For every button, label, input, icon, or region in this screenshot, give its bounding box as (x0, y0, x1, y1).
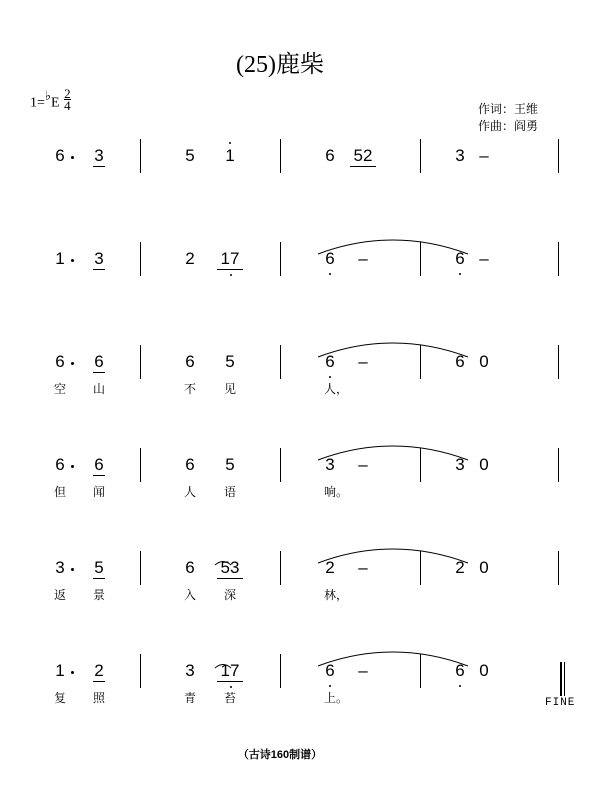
slur-row6 (318, 652, 468, 666)
composer-credit: 作曲：阎勇 (478, 119, 539, 133)
barline (420, 551, 421, 585)
note-r5-6: – (358, 558, 368, 577)
time-bottom: 4 (64, 98, 71, 113)
barline (140, 139, 141, 173)
lyric: 深 (223, 588, 236, 602)
augmentation-dot (71, 568, 74, 571)
low-octave-dot (230, 274, 232, 276)
note-r6-3: 3 (185, 661, 195, 680)
note-r2-7: 6 (450, 249, 470, 269)
lyric: 闻 (92, 485, 105, 499)
barline (558, 448, 559, 482)
note-r2-1: 1 (55, 249, 65, 268)
barline (280, 448, 281, 482)
note-r5-3: 6 (185, 558, 195, 577)
lyric: 青 (183, 691, 196, 705)
lyric: 山 (92, 382, 105, 396)
barline (140, 654, 141, 688)
note-r6-6: – (358, 661, 368, 680)
note-r1-2: 3 (89, 146, 109, 166)
note-r5-5: 2 (325, 558, 335, 577)
lyric: 响。 (324, 485, 349, 499)
lyric: 景 (92, 588, 105, 602)
note-r4-7: 3 (455, 455, 465, 474)
note-r5-8: 0 (479, 558, 489, 577)
barline (420, 139, 421, 173)
note-r3-2: 6 (89, 352, 109, 372)
note-r1-8: – (479, 146, 489, 165)
lyric: 上。 (324, 691, 349, 705)
barline (280, 242, 281, 276)
barline (140, 551, 141, 585)
note-r1-6: 52 (350, 146, 376, 166)
lyric: 不 (183, 382, 196, 396)
barline (420, 654, 421, 688)
barline (140, 345, 141, 379)
footer-note: （古诗160制谱） (237, 749, 323, 761)
lyric: 照 (92, 691, 105, 705)
augmentation-dot (71, 156, 74, 159)
lyric: 但 (53, 485, 66, 499)
slur-row3 (318, 343, 468, 357)
note-r3-3: 6 (185, 352, 195, 371)
note-r4-2: 6 (89, 455, 109, 475)
augmentation-dot (71, 259, 74, 262)
augmentation-dot (71, 362, 74, 365)
lyric: 返 (53, 588, 66, 602)
note-r5-7: 2 (455, 558, 465, 577)
note-r2-2: 3 (89, 249, 109, 269)
barline (420, 242, 421, 276)
note-r1-3: 5 (185, 146, 195, 165)
final-barline-thin (560, 662, 562, 696)
note-r1-4: 1 (220, 146, 240, 166)
note-r4-4: 5 (225, 455, 235, 474)
augmentation-dot (71, 465, 74, 468)
note-r6-5: 6 (320, 661, 340, 681)
note-r5-1: 3 (55, 558, 65, 577)
note-r4-6: – (358, 455, 368, 474)
note-r5-2: 5 (89, 558, 109, 578)
lyric: 林， (324, 588, 349, 602)
lyric: 见 (223, 382, 236, 396)
lyric: 苔 (223, 691, 236, 705)
barline (280, 139, 281, 173)
time-top: 2 (64, 86, 71, 101)
note-r6-1: 1 (55, 661, 65, 680)
note-r6-7: 6 (450, 661, 470, 681)
lyric: 入 (183, 588, 196, 602)
note-r2-6: – (358, 249, 368, 268)
note-r3-4: 5 (225, 352, 235, 371)
note-r2-3: 2 (185, 249, 195, 268)
note-r3-1: 6 (55, 352, 65, 371)
note-r3-5: 6 (320, 352, 340, 372)
note-r4-1: 6 (55, 455, 65, 474)
final-barline (564, 662, 565, 696)
lyric: 空 (53, 382, 66, 396)
key-letter: E (51, 95, 60, 111)
lyric: 复 (53, 691, 66, 705)
barline (280, 345, 281, 379)
note-r2-8: – (479, 249, 489, 268)
barline (420, 345, 421, 379)
fine-mark: FINE (545, 697, 576, 709)
barline (280, 654, 281, 688)
lyricist-credit: 作词：王维 (478, 102, 539, 116)
slur-row5 (318, 549, 468, 563)
lyric: 语 (223, 485, 236, 499)
barline (280, 551, 281, 585)
note-r6-4: 17 (217, 661, 243, 681)
barline (558, 345, 559, 379)
barline (420, 448, 421, 482)
lyric: 人 (183, 485, 196, 499)
barline (558, 139, 559, 173)
note-r1-7: 3 (455, 146, 465, 165)
slur-row4 (318, 446, 468, 460)
key-prefix: 1= (30, 95, 45, 111)
note-r4-8: 0 (479, 455, 489, 474)
note-r1-5: 6 (325, 146, 335, 165)
note-r6-8: 0 (479, 661, 489, 680)
note-r2-5: 6 (320, 249, 340, 269)
barline (558, 551, 559, 585)
note-r4-5: 3 (325, 455, 335, 474)
lyric: 人， (324, 382, 349, 396)
barline (140, 448, 141, 482)
note-r1-1: 6 (55, 146, 65, 165)
note-r6-2: 2 (89, 661, 109, 681)
augmentation-dot (71, 671, 74, 674)
note-r3-6: – (358, 352, 368, 371)
barline (140, 242, 141, 276)
note-r5-4: 53 (217, 558, 243, 578)
slur-row2 (318, 240, 468, 254)
low-octave-dot (230, 686, 232, 688)
page-title: (25)鹿柴 (236, 52, 324, 78)
note-r3-8: 0 (479, 352, 489, 371)
note-r2-4: 17 (217, 249, 243, 269)
note-r4-3: 6 (185, 455, 195, 474)
flat-sign: ♭ (44, 87, 52, 103)
barline (558, 242, 559, 276)
note-r3-7: 6 (455, 352, 465, 371)
